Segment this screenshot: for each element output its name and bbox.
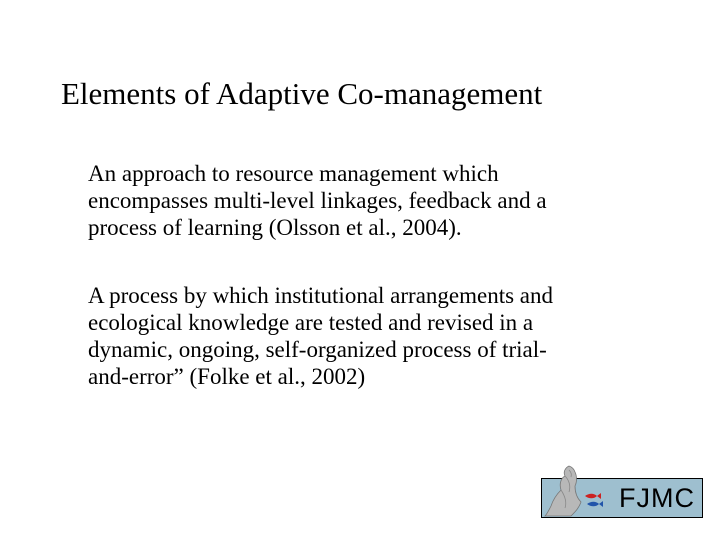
definition-paragraph-1 (88, 160, 688, 241)
fish-figure-icon (541, 462, 621, 518)
paragraph-line: encompasses multi-level linkages, feedback and a (88, 188, 547, 213)
paragraph-line: An approach to resource management which (88, 161, 499, 186)
paragraph-line: dynamic, ongoing, self-organized process of trial- (88, 337, 547, 362)
paragraph-line: process of learning (Olsson et al., 2004). (88, 215, 462, 240)
slide-title: Elements of Adaptive Co-management (61, 76, 543, 111)
paragraph-line: A process by which institutional arrangements and (88, 283, 554, 308)
paragraph-line: and-error” (Folke et al., 2002) (88, 364, 366, 389)
logo-text: FJMC (619, 482, 695, 513)
definition-paragraph-2 (88, 282, 688, 390)
fjmc-logo (541, 462, 703, 518)
paragraph-line: ecological knowledge are tested and revised in a (88, 310, 534, 335)
